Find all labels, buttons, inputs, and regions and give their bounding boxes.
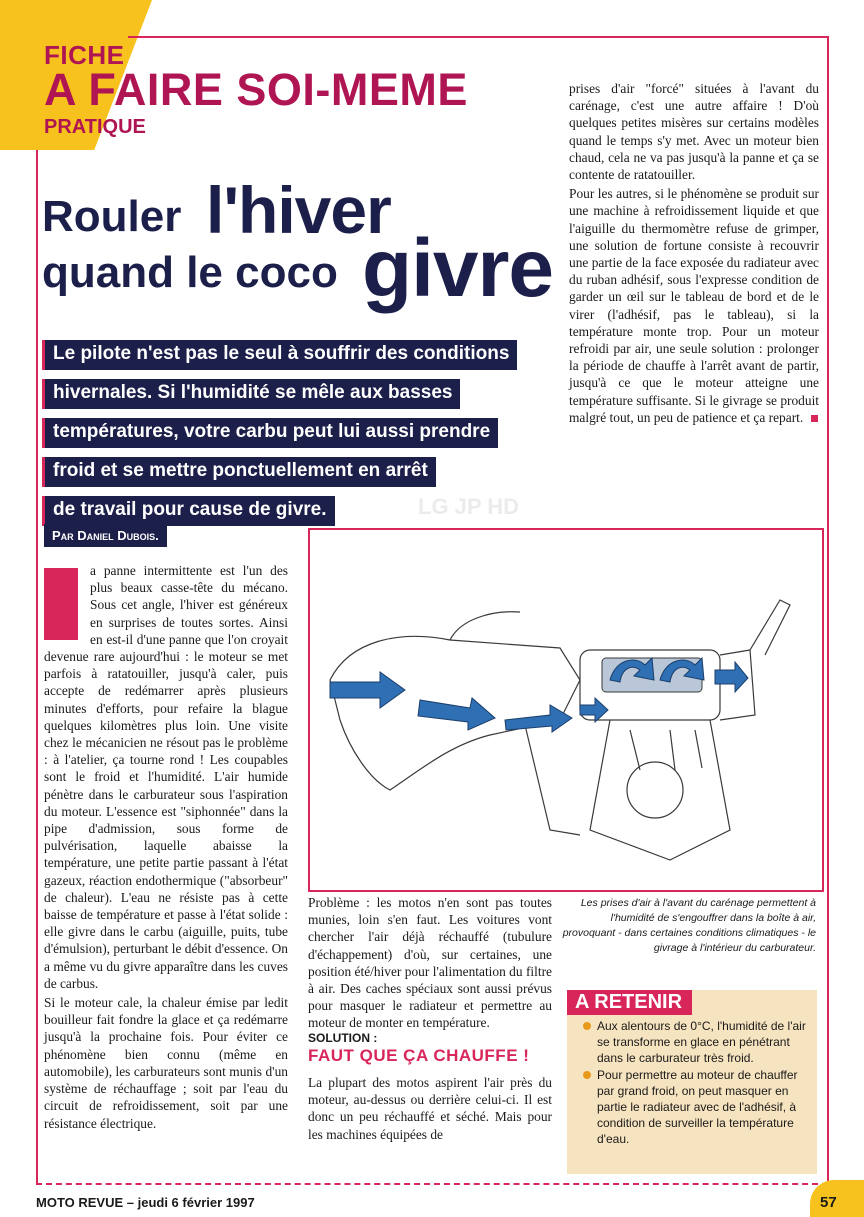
drop-cap-l: [44, 568, 78, 640]
kicker-fiche: FICHE: [44, 40, 125, 70]
title-part-rouler: Rouler: [42, 192, 182, 241]
bullet-icon: [583, 1022, 591, 1030]
figure-caption: Les prises d'air à l'avant du carénage permettent à l'humidité de s'engouffrer dans la boîte à air, provoquant - dans certaines conditions climatiques - le givrage à l'intérieur du carburateur.: [562, 897, 816, 954]
byline: Par Daniel Dubois.: [44, 524, 167, 547]
lead-line: de travail pour cause de givre.: [42, 496, 335, 526]
title-part-givre: givre: [362, 223, 553, 314]
watermark: LG JP HD: [418, 494, 520, 519]
page-number: 57: [820, 1194, 837, 1211]
retenir-item-text: Pour permettre au moteur de chauffer par grand froid, on peut masquer en partie le radiateur avec de l'adhésif, à condition de surveiller la température d'eau.: [597, 1068, 798, 1146]
retenir-list: [583, 1018, 809, 1148]
intake-diagram-svg: [310, 530, 822, 890]
retenir-title: A RETENIR: [567, 990, 692, 1015]
engine-block-outline: [590, 720, 730, 860]
frame-border-right: [827, 36, 829, 1183]
frame-border-left: [36, 150, 38, 1184]
body-column-right: [569, 80, 819, 428]
solution-title: FAUT QUE ÇA CHAUFFE !: [308, 1046, 530, 1065]
lead-line: températures, votre carbu peut lui aussi prendre: [42, 418, 498, 448]
body-column-middle: [308, 894, 552, 1034]
intake-arrow-2: [418, 698, 495, 730]
kicker-pratique: PRATIQUE: [44, 116, 146, 138]
end-mark-icon: [811, 415, 818, 422]
body-paragraph: Pour les autres, si le phénomène se produit sur une machine à refroidissement liquide et que l'aiguille du thermomètre refuse de grimper, une solution de fortune consiste à recouvrir une partie de la face exposée du radiateur avec du ruban adhésif, sous l'expresse condition de garder un œil sur le tableau de bord et de le virer (l'adhésif, pas le tableau), si la température monte trop. Pour un moteur refroidi par air, une seule solution : prolonger la période de chauffe à l'arrêt avant de partir, jusqu'à ce que le moteur atteigne une température suffisante. Si le givrage se produit malgré tout, un peu de patience et ça repart.: [569, 186, 820, 425]
frame-border-bottom: [36, 1183, 828, 1185]
lead-line: froid et se mettre ponctuellement en arrêt: [42, 457, 436, 487]
solution-text: La plupart des motos aspirent l'air près du moteur, au-dessus ou derrière celui-ci. Il est donc un peu réchauffé et séché. Mais pour les machines équipées de: [308, 1075, 552, 1142]
body-paragraph: prises d'air "forcé" situées à l'avant du carénage, c'est une autre affaire ! D'où quelques petites misères sur certains modèles quand le temps s'y met. Avec un moteur bien chaud, cela ne va pas jusqu'à la panne et ça se contente de ratatouiller.: [569, 81, 819, 183]
title-part-coco: quand le coco: [42, 248, 338, 297]
solution-label: SOLUTION :: [308, 1031, 378, 1045]
frame-border-top: [128, 36, 828, 38]
crankcase-outline: [627, 762, 683, 818]
frame-tube: [525, 725, 580, 835]
solution-text-column: [308, 1074, 552, 1145]
retenir-item: [583, 1018, 809, 1066]
title-part-hiver: l'hiver: [206, 173, 391, 247]
body-column-left: [44, 562, 288, 1134]
intake-arrow-1: [330, 672, 405, 708]
lead-line: Le pilote n'est pas le seul à souffrir des conditions: [42, 340, 517, 370]
intake-arrow-3: [505, 705, 572, 732]
retenir-item-text: Aux alentours de 0°C, l'humidité de l'air se transforme en glace en pénétrant dans le carburateur très froid.: [597, 1019, 806, 1065]
body-paragraph: Si le moteur cale, la chaleur émise par ledit bouilleur fait fondre la glace et ça redémarre jusqu'à la prochaine fois. Pour éviter ce phénomène bien connu (même en automobile), les carburateurs sont munis d'un système de réchauffage ; soit par l'eau du circuit de refroidissement, soit par une résistance électrique.: [44, 995, 288, 1131]
body-paragraph: Problème : les motos n'en sont pas toutes munies, loin s'en faut. Les voitures vont chercher l'air déjà réchauffé (tubulure d'échappement) d'où, sur certaines, une position été/hiver pour l'alimentation du filtre à air. Des caches spéciaux sont aussi prévus pour masquer le radiateur et permettre au moteur de monter en température.: [308, 895, 552, 1031]
body-paragraph: a panne intermittente est l'un des plus beaux casse-tête du mécano. Sous cet angle, l'hiver est généreux en surprises de toutes sortes. Ainsi en est-il d'une panne que l'on croyait devenue rare aujourd'hui : le moteur se met parfois à ratatouiller, jusqu'à caler, puis accepte de redémarrer après plusieurs minutes d'efforts, pour refaire la blague quelques kilomètres plus loin. Une visite chez le mécanicien ne résout pas le problème : à l'atelier, ça tourne rond ! Les coupables sont le froid et l'humidité. L'air humide pénètre dans le carburateur sous l'aspiration du moteur. L'essence est "siphonnée" dans la pipe d'admission, sous forme de pulvérisation, laquelle abaisse la température, une petite partie passant à l'état gazeux, réaction endothermique ("absorbeur" de chaleur). L'eau ne résiste pas à cette baisse de température et passe à l'état solide : elle givre dans le carbu (aiguille, puits, tube d'émulsion), perturbant le débit d'essence. On a même vu du givre apparaître dans les cuves de carbus.: [44, 563, 288, 991]
intake-diagram: [308, 528, 824, 892]
lead-line: hivernales. Si l'humidité se mêle aux basses: [42, 379, 460, 409]
retenir-box: [567, 990, 817, 1174]
footer-source: MOTO REVUE – jeudi 6 février 1997: [36, 1195, 255, 1210]
kicker-main: A FAIRE SOI-MEME: [44, 64, 468, 115]
fairing-upper-line: [450, 612, 520, 640]
retenir-item: [583, 1067, 809, 1147]
page-number-background: [810, 1180, 864, 1217]
bullet-icon: [583, 1071, 591, 1079]
rear-frame: [750, 600, 790, 655]
